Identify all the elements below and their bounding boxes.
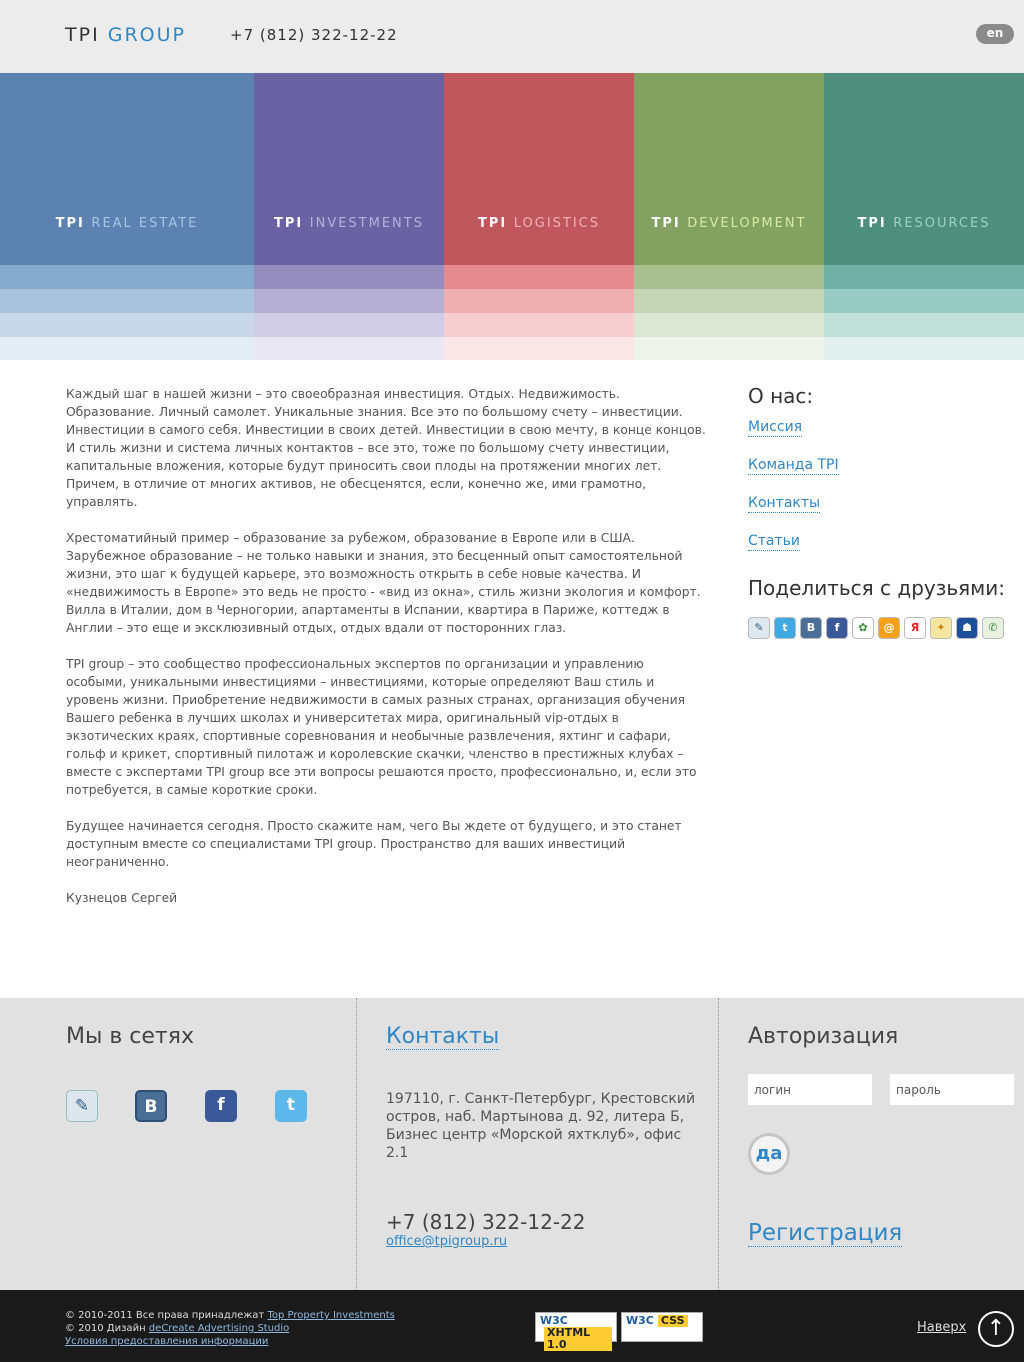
footer-divider: [718, 998, 719, 1290]
article-paragraph: TPI group – это сообщество профессиональных экспертов по организации и управлению особыми, уникальными инвестициями – инвестициями, которые определяют Ваш стиль и уровень жизни. Приобретение недвижимости в самых разных странах, организация обучения Вашего ребенка в лучших школах и университетах мира, оригинальный vip-отдых в экзотических краях, спортивные соревнования и необычные развлечения, яхтинг и сафари, гольф и крикет, спортивный пилотаж и королевские скачки, членство в престижных клубах – вместе с экспертами TPI group все эти вопросы решаются просто, профессионально, и, если это потребуется, в самые короткие сроки.: [66, 657, 697, 797]
about-title: О нас:: [748, 384, 814, 408]
logo-part-group: GROUP: [107, 24, 186, 46]
sidebar-link-contacts[interactable]: Контакты: [748, 495, 821, 511]
social-title: Мы в сетях: [66, 1024, 195, 1049]
myspace-icon[interactable]: ☗: [956, 617, 978, 639]
article-paragraph: Хрестоматийный пример – образование за рубежом, образование в Европе или в США. Зарубежное образование – не только навыки и знания, это бесценный опыт самостоятельной жизни, это шаг к будущей карьере, это возможность открыть в себе новые качества. И «недвижимость в Европе» это ведь не просто - «вид из окна», стиль жизни экология и комфорт. Вилла в Италии, дом в Черногории, апартаменты в Испании, квартира в Париже, коттедж в Англии – это еще и эксклюзивный отдых, отдых вдали от посторонних глаз.: [66, 531, 701, 635]
vkontakte-icon[interactable]: B: [800, 617, 822, 639]
contact-phone: +7 (812) 322-12-22: [386, 1210, 586, 1234]
site-header: [0, 0, 1024, 73]
livejournal-icon[interactable]: ✎: [748, 617, 770, 639]
division-logistics[interactable]: [444, 73, 634, 360]
mailru-icon[interactable]: @: [878, 617, 900, 639]
w3c-xhtml-badge[interactable]: W3CXHTML 1.0: [535, 1312, 617, 1342]
language-switch-button[interactable]: en: [976, 24, 1014, 44]
footer-contacts-title[interactable]: Контакты: [386, 1024, 500, 1049]
vkontakte-icon[interactable]: B: [135, 1090, 167, 1122]
arrow-up-icon[interactable]: ↑: [978, 1311, 1014, 1347]
division-label: TPI INVESTMENTS: [274, 216, 424, 231]
back-to-top-link[interactable]: Наверх: [917, 1320, 967, 1335]
copyright-owner-link[interactable]: Top Property Investments: [267, 1310, 395, 1321]
sidebar-link-team[interactable]: Команда TPI: [748, 457, 839, 473]
contact-email-link[interactable]: office@tpigroup.ru: [386, 1234, 508, 1249]
article-paragraph: Будущее начинается сегодня. Просто скажите нам, чего Вы ждете от будущего, и это станет доступным вместе со специалистами TPI group. Пространство для ваших инвестиций неограниченно.: [66, 819, 682, 869]
password-input[interactable]: [890, 1074, 1014, 1105]
sidebar-link-mission[interactable]: Миссия: [748, 419, 803, 435]
share-icons: [748, 617, 1004, 639]
divisions-band: [0, 73, 1024, 360]
division-label: TPI DEVELOPMENT: [651, 216, 807, 231]
division-resources[interactable]: [824, 73, 1024, 360]
facebook-icon[interactable]: f: [205, 1090, 237, 1122]
terms-link[interactable]: Условия предоставления информации: [65, 1336, 269, 1347]
design-studio-link[interactable]: deCreate Advertising Studio: [148, 1323, 290, 1334]
article-text: [66, 385, 706, 925]
division-label: TPI REAL ESTATE: [55, 216, 199, 231]
division-label: TPI RESOURCES: [857, 216, 991, 231]
division-real-estate[interactable]: [0, 73, 254, 360]
site-logo[interactable]: [65, 24, 186, 46]
twitter-icon[interactable]: t: [275, 1090, 307, 1122]
contact-address: 197110, г. Санкт-Петербург, Крестовский остров, наб. Мартынова д. 92, литера Б, Бизнес центр «Морской яхтклуб», офис 2.1: [386, 1091, 696, 1161]
share-title: Поделиться с друзьями:: [748, 576, 1006, 600]
copyright-text: © 2010-2011 Все права принадлежат: [65, 1310, 265, 1321]
buzz-icon[interactable]: ✆: [982, 617, 1004, 639]
livejournal-icon[interactable]: ✎: [66, 1090, 98, 1122]
article-author: Кузнецов Сергей: [66, 891, 178, 905]
division-label: TPI LOGISTICS: [477, 216, 601, 231]
article-paragraph: Каждый шаг в нашей жизни – это своеобразная инвестиция. Отдых. Недвижимость. Образование. Личный самолет. Уникальные знания. Все это по большому счету – инвестиции. Инвестиции в самого себя. Инвестиции в своих детей. Инвестиции в свою мечту, в конце концов. И стиль жизни и система личных контактов – все это, тоже по большому счету инвестиции, капитальные вложения, которые будут приносить свои плоды на протяжении многих лет. Причем, в отличие от многих активов, не обесценятся, если, конечно же, ими грамотно, управлять.: [66, 387, 706, 509]
w3c-css-badge[interactable]: W3C CSS: [621, 1312, 703, 1342]
footer-divider: [356, 998, 357, 1290]
yandex-icon[interactable]: Я: [904, 617, 926, 639]
login-input[interactable]: [748, 1074, 872, 1105]
login-submit-button[interactable]: да: [748, 1133, 790, 1175]
google-icon[interactable]: ✿: [852, 617, 874, 639]
register-link[interactable]: Регистрация: [748, 1220, 903, 1246]
auth-title: Авторизация: [748, 1024, 899, 1049]
division-development[interactable]: [634, 73, 824, 360]
facebook-icon[interactable]: f: [826, 617, 848, 639]
copyright: [65, 1309, 395, 1348]
header-phone: +7 (812) 322-12-22: [230, 26, 398, 44]
odnoklassniki-icon[interactable]: ✦: [930, 617, 952, 639]
division-investments[interactable]: [254, 73, 444, 360]
design-text: © 2010 Дизайн: [65, 1323, 146, 1334]
twitter-icon[interactable]: t: [774, 617, 796, 639]
sidebar-link-articles[interactable]: Статьи: [748, 533, 801, 549]
logo-part-tpi: TPI: [65, 24, 100, 46]
